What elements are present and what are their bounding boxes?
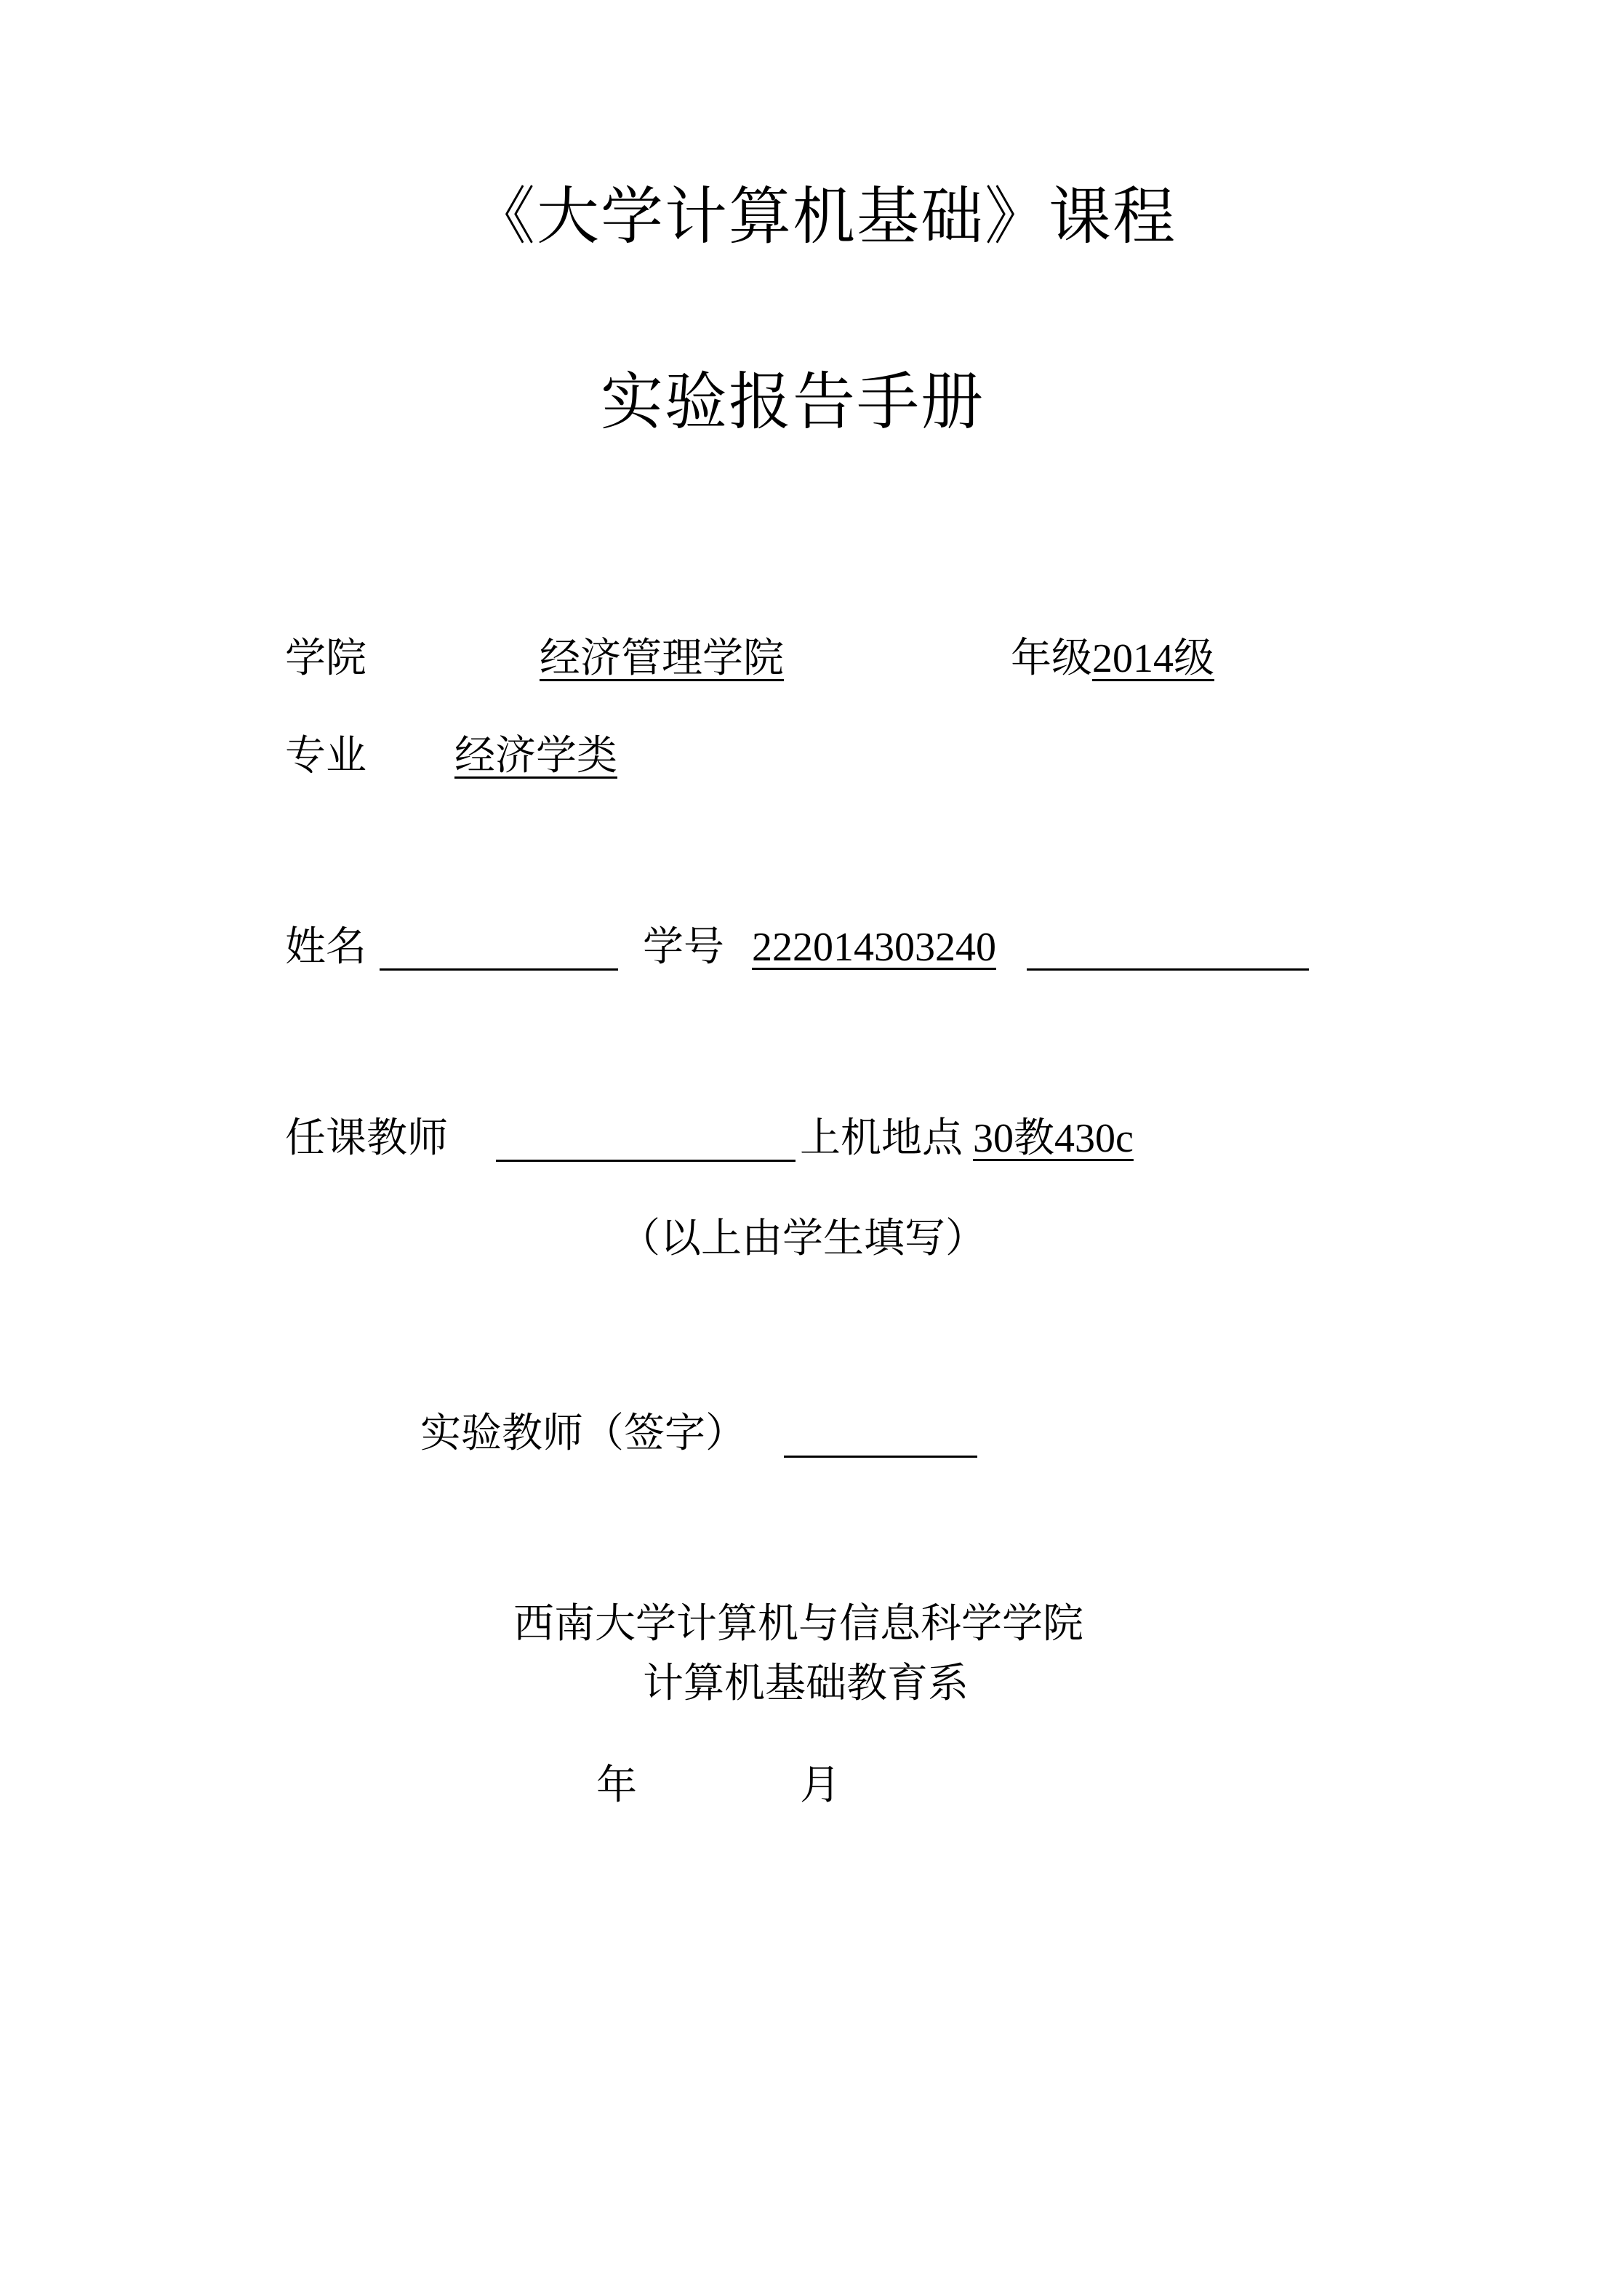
year-label: 年 [596, 1762, 637, 1809]
student-id-extra-blank[interactable] [1027, 968, 1309, 971]
grade-label: 年级 [1011, 635, 1092, 682]
month-label: 月 [800, 1762, 841, 1809]
institution-name: 西南大学计算机与信息科学学院 [513, 1600, 1083, 1647]
major-value: 经济学类 [454, 732, 617, 779]
student-id-value: 222014303240 [752, 925, 996, 970]
page-subtitle: 实验报告手册 [601, 366, 985, 438]
location-value: 30教430c [973, 1116, 1134, 1161]
grade-value: 2014级 [1092, 636, 1214, 681]
teacher-blank[interactable] [496, 1160, 796, 1162]
college-value: 经济管理学院 [540, 635, 784, 682]
student-id-label: 学号 [643, 923, 724, 971]
student-fill-note: （以上由学生填写） [620, 1215, 986, 1262]
page-title: 《大学计算机基础》课程 [473, 180, 1177, 253]
name-label: 姓名 [285, 923, 366, 971]
major-label: 专业 [285, 732, 366, 779]
department-name: 计算机基础教育系 [643, 1660, 969, 1707]
teacher-label: 任课教师 [285, 1115, 448, 1162]
lab-teacher-label: 实验教师（签字） [420, 1410, 746, 1457]
lab-teacher-signature-blank[interactable] [784, 1456, 977, 1458]
college-label: 学院 [285, 635, 366, 682]
location-label: 上机地点 [800, 1115, 963, 1162]
name-blank[interactable] [380, 968, 618, 971]
